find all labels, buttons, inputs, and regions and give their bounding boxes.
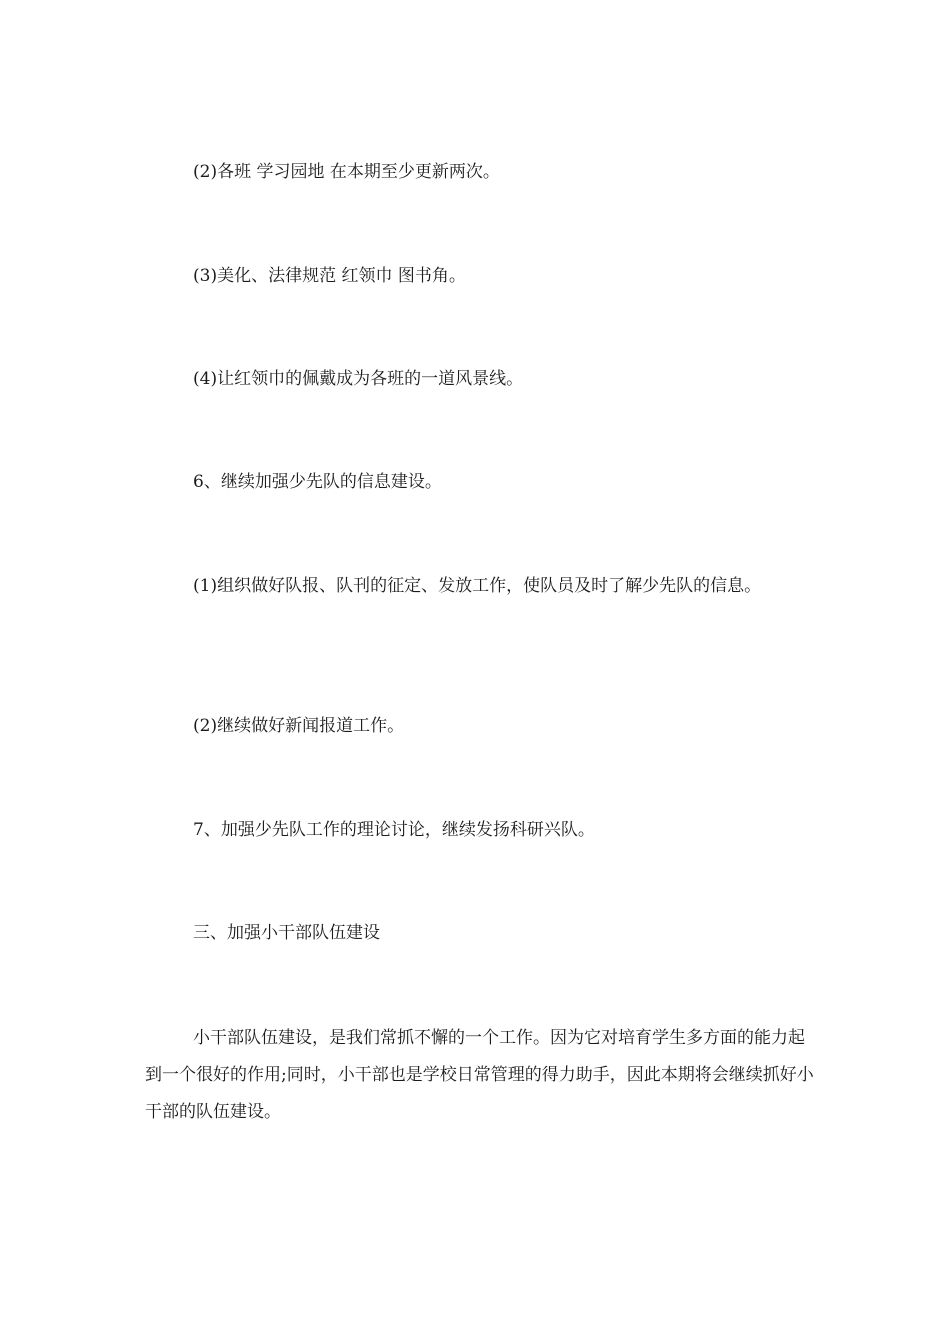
paragraph-section-7-theory-discussion: 7、加强少先队工作的理论讨论，继续发扬科研兴队。: [193, 820, 595, 840]
paragraph-item-3-book-corner: (3)美化、法律规范 红领巾 图书角。: [193, 266, 466, 286]
paragraph-cadre-team-body: 小干部队伍建设，是我们常抓不懈的一个工作。因为它对培育学生多方面的能力起到一个很好的作用;同时，小干部也是学校日常管理的得力助手，因此本期将会继续抓好小干部的队伍建设。: [145, 1028, 814, 1122]
section-heading-3-cadre-team: 三、加强小干部队伍建设: [193, 923, 380, 943]
paragraph-section-6-info-building: 6、继续加强少先队的信息建设。: [193, 472, 442, 492]
paragraph-item-2-study-garden: (2)各班 学习园地 在本期至少更新两次。: [193, 162, 500, 182]
paragraph-item-2-news-reporting: (2)继续做好新闻报道工作。: [193, 716, 405, 736]
paragraph-item-4-red-scarf: (4)让红领巾的佩戴成为各班的一道风景线。: [193, 369, 524, 389]
paragraph-item-1-newsletters: (1)组织做好队报、队刊的征定、发放工作，使队员及时了解少先队的信息。: [193, 576, 762, 596]
